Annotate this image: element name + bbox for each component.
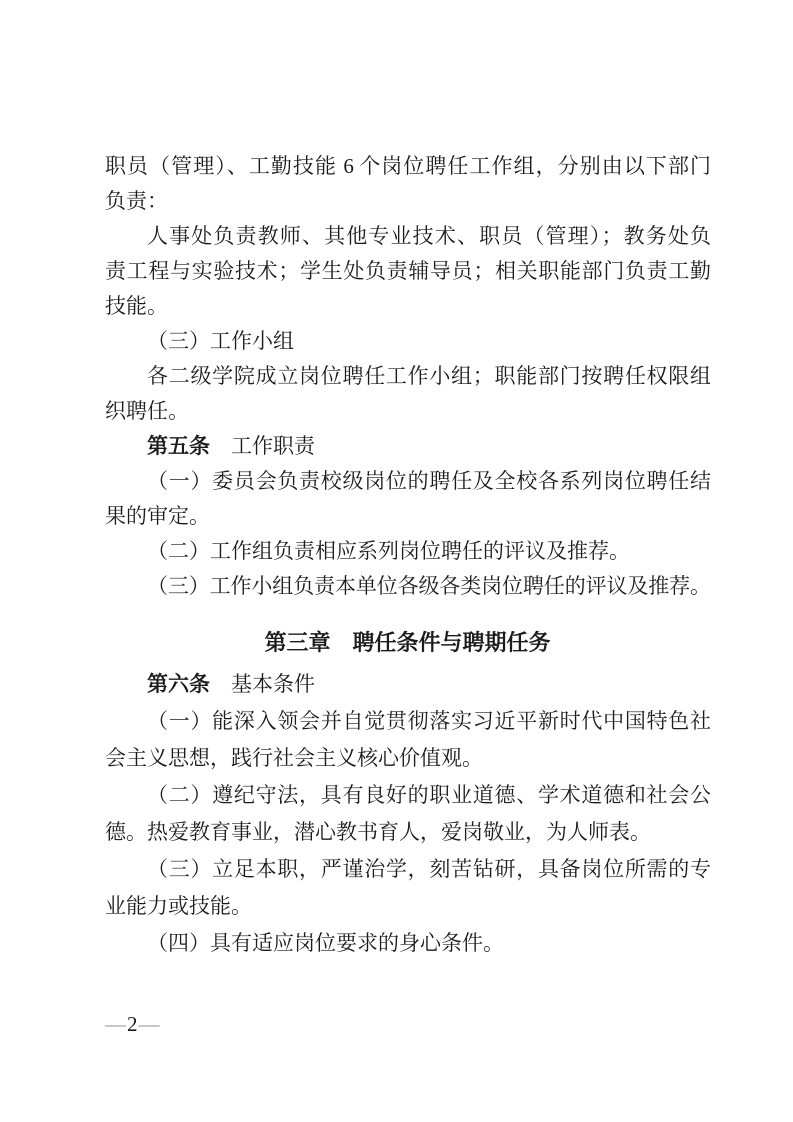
page-footer (105, 1011, 160, 1037)
article-title: 工作职责 (231, 434, 315, 458)
doc-line: 业能力或技能。 (105, 894, 252, 918)
doc-line: （四）具有适应岗位要求的身心条件。 (147, 931, 504, 955)
article-number: 第六条 (147, 673, 210, 696)
doc-line: 负责： (105, 189, 168, 213)
doc-line: （三）工作小组负责本单位各级各类岗位聘任的评议及推荐。 (147, 574, 710, 598)
doc-line: 德。热爱教育事业，潜心教书育人，爱岗敬业，为人师表。 (105, 820, 651, 844)
doc-line: 果的审定。 (105, 504, 210, 528)
footer-dash-left: — (105, 1012, 126, 1036)
footer-dash-right: — (138, 1012, 160, 1036)
chapter-3-heading (105, 620, 710, 666)
doc-line: （二）工作组负责相应系列岗位聘任的评议及推荐。 (147, 539, 630, 563)
doc-line: 人事处负责教师、其他专业技术、职员（管理）；教务处负 (147, 224, 710, 248)
article-number: 第五条 (147, 435, 210, 458)
doc-line: （一）委员会负责校级岗位的聘任及全校各系列岗位聘任结 (147, 469, 710, 493)
doc-line: （一）能深入领会并自觉贯彻落实习近平新时代中国特色社 (147, 709, 710, 733)
doc-line: 技能。 (105, 294, 168, 318)
doc-line: 织聘任。 (105, 399, 189, 423)
footer-page-number: 2 (127, 1012, 138, 1036)
chapter-title: 聘任条件与聘期任务 (352, 630, 551, 655)
doc-line: 各二级学院成立岗位聘任工作小组；职能部门按聘任权限组 (147, 364, 710, 388)
doc-line: 职员（管理）、工勤技能 6 个岗位聘任工作组，分别由以下部门 (105, 154, 710, 178)
doc-line: 责工程与实验技术；学生处负责辅导员；相关职能部门负责工勤 (105, 259, 710, 283)
article-6-line (105, 666, 710, 703)
doc-line: （二）遵纪守法，具有良好的职业道德、学术道德和社会公 (147, 783, 710, 807)
article-5-line (105, 429, 710, 464)
doc-line: （三）工作小组 (147, 329, 294, 353)
doc-line: （三）立足本职，严谨治学，刻苦钻研，具备岗位所需的专 (147, 857, 710, 881)
document-body (105, 149, 710, 962)
chapter-number: 第三章 (264, 630, 331, 655)
article-title: 基本条件 (231, 672, 315, 696)
doc-line: 会主义思想，践行社会主义核心价值观。 (105, 746, 483, 770)
